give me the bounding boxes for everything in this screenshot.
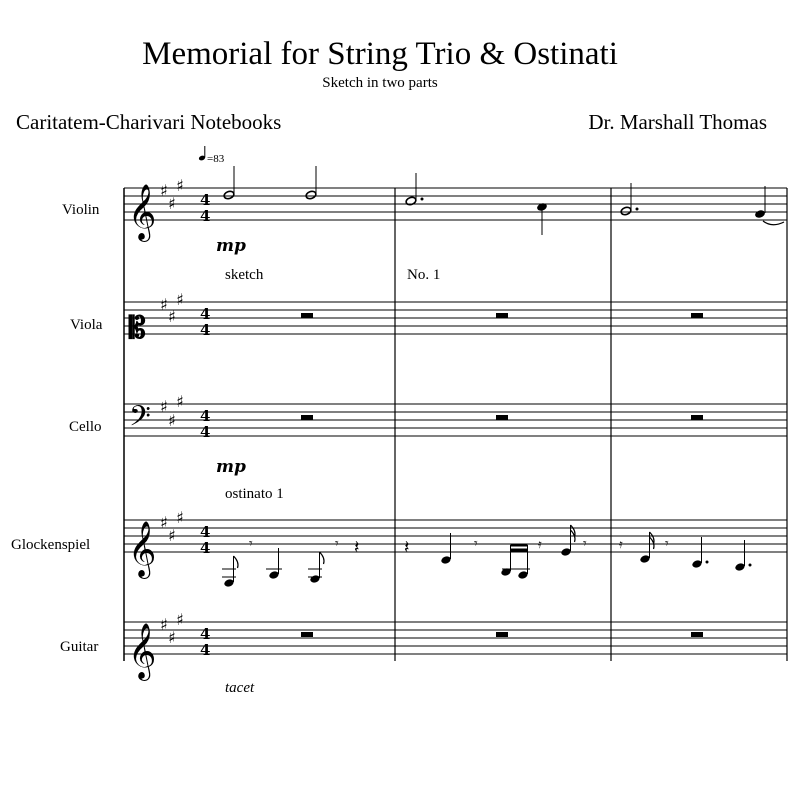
tempo-marking [198, 146, 224, 165]
half-note [223, 190, 235, 200]
time-signature [200, 191, 210, 659]
dotted-half-note [620, 206, 632, 216]
glockenspiel-notes [222, 525, 752, 588]
publisher-label: Caritatem-Charivari Notebooks [16, 110, 282, 134]
svg-text:4: 4 [200, 191, 211, 209]
svg-text:♯: ♯ [176, 176, 184, 195]
text-marking-sketch: sketch [225, 267, 264, 283]
alto-clef-icon: 𝄡 [129, 311, 146, 346]
svg-text:4: 4 [200, 305, 211, 323]
half-note [305, 190, 317, 200]
staff-viola [124, 302, 787, 334]
treble-clef-icon: 𝄞 [128, 521, 157, 577]
key-signature-violin [160, 176, 184, 213]
svg-text:4: 4 [200, 625, 211, 643]
svg-text:♯: ♯ [168, 307, 176, 326]
text-marking-ostinato: ostinato 1 [225, 486, 284, 502]
svg-text:♯: ♯ [176, 290, 184, 309]
svg-text:♯: ♯ [160, 615, 168, 634]
score-subtitle: Sketch in two parts [322, 75, 438, 91]
staff-guitar [124, 622, 787, 654]
tempo-value: =83 [207, 153, 225, 165]
score-title: Memorial for String Trio & Ostinati [142, 36, 618, 72]
violin-notes [223, 166, 784, 235]
quarter-note [754, 209, 766, 219]
svg-text:♯: ♯ [176, 392, 184, 411]
key-signature-cello [160, 392, 184, 430]
staff-glockenspiel [124, 520, 787, 552]
svg-text:𝄾: 𝄾 [335, 536, 339, 552]
svg-text:♯: ♯ [176, 508, 184, 527]
svg-text:4: 4 [200, 523, 211, 541]
instrument-label-violin: Violin [62, 202, 100, 218]
tie [763, 221, 784, 225]
svg-text:4: 4 [200, 407, 211, 425]
key-signature-guitar [160, 610, 184, 647]
instrument-label-viola: Viola [70, 317, 103, 333]
svg-text:𝄿: 𝄿 [538, 537, 542, 551]
svg-text:4: 4 [200, 641, 211, 659]
dynamic-mp-glockenspiel: mp [216, 457, 246, 477]
svg-text:𝄽: 𝄽 [404, 537, 410, 558]
svg-text:𝄽: 𝄽 [354, 537, 360, 558]
instrument-label-glockenspiel: Glockenspiel [11, 537, 91, 553]
svg-text:♯: ♯ [168, 628, 176, 647]
svg-text:♯: ♯ [160, 397, 168, 416]
svg-text:♯: ♯ [176, 610, 184, 629]
instrument-label-guitar: Guitar [60, 639, 99, 655]
svg-text:♯: ♯ [168, 194, 176, 213]
svg-text:4: 4 [200, 423, 211, 441]
text-marking-tacet: tacet [225, 680, 255, 696]
svg-text:♯: ♯ [160, 181, 168, 200]
bass-clef-icon: 𝄢 [129, 400, 151, 440]
key-signature-viola [160, 290, 184, 326]
svg-text:♯: ♯ [160, 295, 168, 314]
svg-text:♯: ♯ [160, 513, 168, 532]
svg-text:𝄾: 𝄾 [249, 536, 253, 552]
staff-violin [124, 188, 787, 220]
treble-clef-icon: 𝄞 [128, 623, 157, 679]
svg-text:4: 4 [200, 539, 211, 557]
treble-clef-icon: 𝄞 [128, 184, 157, 240]
svg-text:𝄿: 𝄿 [619, 537, 623, 551]
key-signature-glockenspiel [160, 508, 184, 545]
dynamic-mp-violin: mp [216, 236, 246, 256]
svg-text:𝄾: 𝄾 [583, 536, 587, 552]
svg-text:𝄾: 𝄾 [474, 536, 478, 552]
whole-rests [301, 313, 703, 637]
svg-text:♯: ♯ [168, 411, 176, 430]
composer-label: Dr. Marshall Thomas [588, 110, 767, 134]
svg-text:♯: ♯ [168, 526, 176, 545]
text-marking-no1: No. 1 [407, 267, 441, 283]
instrument-label-cello: Cello [69, 419, 102, 435]
svg-text:4: 4 [200, 321, 211, 339]
staff-cello [124, 404, 787, 436]
svg-text:𝄾: 𝄾 [665, 536, 669, 552]
svg-text:4: 4 [200, 207, 211, 225]
